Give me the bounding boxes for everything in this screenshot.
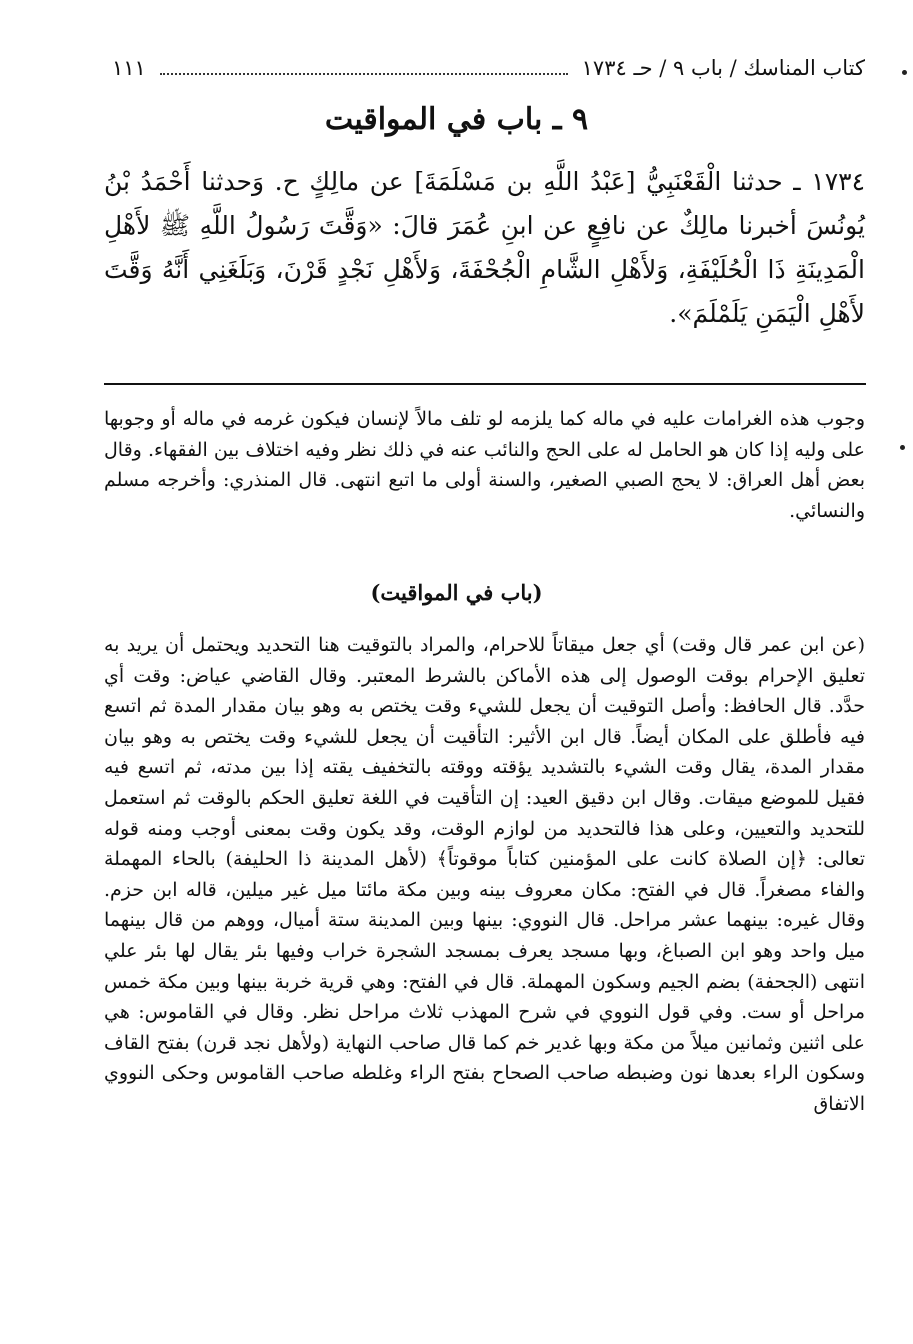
page-header [112, 52, 865, 84]
margin-mark [900, 445, 905, 450]
separator-line [104, 383, 866, 385]
dotted-leader [160, 73, 568, 75]
margin-mark [902, 70, 907, 75]
commentary-text: (عن ابن عمر قال وقت) أي جعل ميقاتاً للاحرام، والمراد بالتوقيت هنا التحديد ويحتمل أن يريد به تعليق الإحرام بوقت الوصول إلى هذه الأماكن بالشرط المعتبر. وقال القاضي عياض: وقت أي حدَّد. قال الحافظ: وأصل التوقيت أن يجعل للشيء وقت يختص به وهو بيان مقدار المدة ثم اتسع فيه فأطلق على المكان أيضاً. قال ابن الأثير: التأقيت أن يجعل للشيء وقت يختص به وهو بيان مقدار المدة، يقال وقت الشيء بالتشديد يؤقته ووقته بالتخفيف يقته إذا بين مدته، ثم اتسع فيه فقيل للموضع ميقات. وقال ابن دقيق العيد: إن التأقيت في اللغة تعليق الحكم بالوقت ثم استعمل للتحديد والتعيين، وعلى هذا فالتحديد من لوازم الوقت، وقد يكون وقت بمعنى أوجب ومنه قوله تعالى: ﴿إن الصلاة كانت على المؤمنين كتاباً موقوتاً﴾ (لأهل المدينة ذا الحليفة) بالحاء المهملة والفاء مصغراً. قال في الفتح: مكان معروف بينه وبين مكة مائتا ميل غير ميلين، قاله ابن حزم. وقال غيره: بينهما عشر مراحل. قال النووي: بينها وبين المدينة ستة أميال، ووهم من قال بينهما ميل واحد وهو ابن الصباغ، وبها مسجد يعرف بمسجد الشجرة خراب وفيها بئر يقال لها بئر علي انتهى (الجحفة) بضم الجيم وسكون المهملة. قال في الفتح: وهي قرية خربة بينها وبين مكة خمس مراحل أو ست. وفي قول النووي في شرح المهذب ثلاث مراحل نظر. وقال في القاموس: هي على اثنين وثمانين ميلاً من مكة وبها غدير خم كما قال صاحب النهاية (ولأهل نجد قرن) بفتح القاف وسكون الراء بعدها نون وضبطه صاحب الصحاح بفتح الراء وغلطه صاحب القاموس وحكى النووي الاتفاق [104, 634, 865, 1115]
running-title: كتاب المناسك / باب ٩ / حـ ١٧٣٤ [581, 56, 865, 80]
page-number: ١١١ [112, 56, 146, 80]
footnote-text: وجوب هذه الغرامات عليه في ماله كما يلزمه لو تلف مالاً لإنسان فيكون غرمه في ماله أو وجوبها على وليه إذا كان هو الحامل له على الحج والنائب عنه في ذلك نظر وفيه اختلاف بين الفقهاء. وقال بعض أهل العراق: لا يحج الصبي الصغير، والسنة أولى ما اتبع انتهى. قال المنذري: وأخرجه مسلم والنسائي. [104, 408, 865, 522]
chapter-title: ٩ ـ باب في المواقيت [324, 102, 589, 137]
hadith-text: ١٧٣٤ ـ حدثنا الْقَعْنَبِيُّ [عَبْدُ اللَّهِ بن مَسْلَمَةَ] عن مالِكٍ ح. وَحدثنا أَحْمَدُ بْنُ يُونُسَ أخبرنا مالِكٌ عن نافِعٍ عن ابنِ عُمَرَ قالَ: «وَقَّتَ رَسُولُ اللَّهِ ﷺ لأَهْلِ الْمَدِينَةِ ذَا الْحُلَيْفَةِ، وَلأَهْلِ الشَّامِ الْجُحْفَةَ، وَلأَهْلِ نَجْدٍ قَرْنَ، وَبَلَغَنِي أَنَّهُ وَقَّتَ لأَهْلِ الْيَمَنِ يَلَمْلَمَ». [104, 167, 865, 328]
commentary-title: (باب في المواقيت) [370, 580, 543, 605]
